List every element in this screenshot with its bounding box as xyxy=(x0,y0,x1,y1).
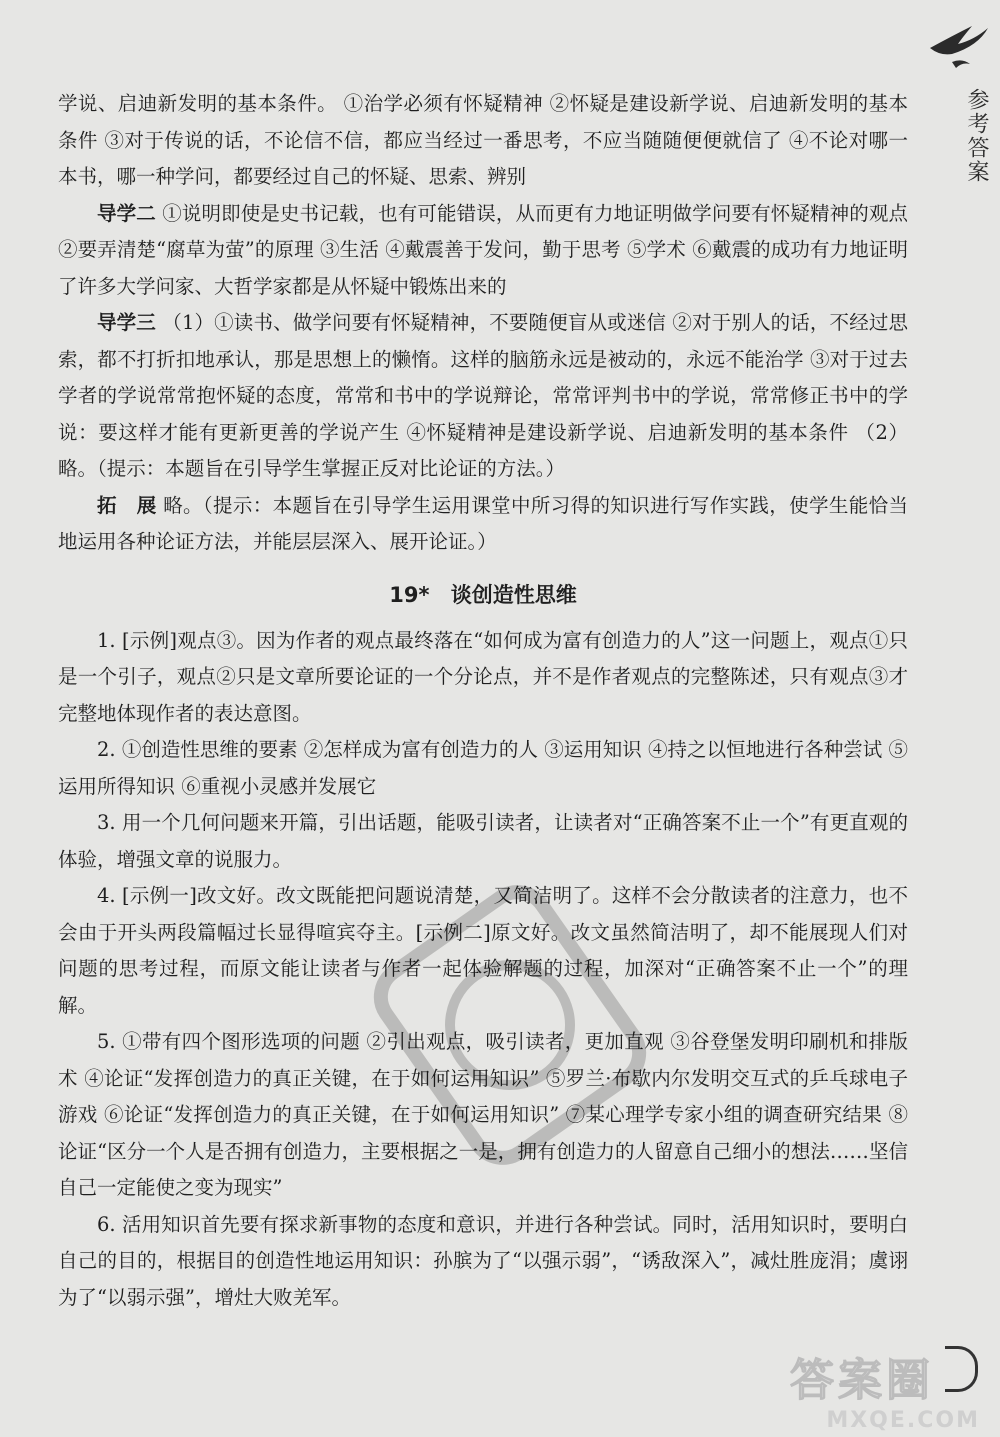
watermark-logo-text: 答案圈 xyxy=(790,1355,934,1406)
answer-item: 4. [示例一]改文好。改文既能把问题说清楚，又简洁明了。这样不会分散读者的注意力，也不会由于开头两段篇幅过长显得喧宾夺主。[示例二]原文好。改文虽然简洁明了，却不能展现人们对问题的思考过程，而原文能让读者与作者一起体验解题的过程，加深对“正确答案不止一个”的理解。 xyxy=(58,884,908,1017)
daoxue-two-paragraph xyxy=(58,196,908,306)
daoxue-three-label: 导学三 xyxy=(97,311,156,334)
flying-birds-icon xyxy=(922,18,992,76)
tuozhan-label: 拓 展 xyxy=(97,493,157,517)
tuozhan-paragraph xyxy=(58,488,908,561)
tuozhan-text: 略。（提示：本题旨在引导学生运用课堂中所习得的知识进行写作实践，使学生能恰当地运用各种论证方法，并能层层深入、展开论证。） xyxy=(58,493,908,553)
daoxue-two-text: ①说明即使是史书记载，也有可能错误，从而更有力地证明做学问要有怀疑精神的观点 ②要弄清楚“腐草为萤”的原理 ③生活 ④戴震善于发问，勤于思考 ⑤学术 ⑥戴震的成功有力地证明了许多大学问家、大哲学家都是从怀疑中锻炼出来的 xyxy=(58,201,908,298)
daoxue-three-paragraph xyxy=(58,305,908,488)
section-number: 19* xyxy=(389,582,430,607)
answer-item: 5. ①带有四个图形选项的问题 ②引出观点，吸引读者，更加直观 ③谷登堡发明印刷机和排版术 ④论证“发挥创造力的真正关键，在于如何运用知识” ⑤罗兰·布歇内尔发明交互式的乒乓球电子游戏 ⑥论证“发挥创造力的真正关键，在于如何运用知识” ⑦某心理学专家小组的调查研究结果 ⑧论证“区分一个人是否拥有创造力，主要根据之一是，拥有创造力的人留意自己细小的想法……坚信自己一定能使之变为现实” xyxy=(58,1030,908,1199)
answer-item: 6. 活用知识首先要有探求新事物的态度和意识，并进行各种尝试。同时，活用知识时，要明白自己的目的，根据目的创造性地运用知识：孙膑为了“以强示弱”，“诱敌深入”，减灶胜庞涓；虞诩为了“以弱示强”，增灶大败羌军。 xyxy=(58,1212,908,1309)
answer-item: 1. [示例]观点③。因为作者的观点最终落在“如何成为富有创造力的人”这一问题上，观点①只是一个引子，观点②只是文章所要论证的一个分论点，并不是作者观点的完整陈述，只有观点③才完整地体现作者的表达意图。 xyxy=(58,628,908,725)
continued-paragraph: 学说、启迪新发明的基本条件。 ①治学必须有怀疑精神 ②怀疑是建设新学说、启迪新发明的基本条件 ③对于传说的话，不论信不信，都应当经过一番思考，不应当随随便便就信了 ④不论对哪一本书，哪一种学问，都要经过自己的怀疑、思索、辨别 xyxy=(58,92,908,188)
daoxue-two-label: 导学二 xyxy=(97,201,156,225)
section-title xyxy=(58,571,908,619)
answer-item: 3. 用一个几何问题来开篇，引出话题，能吸引读者，让读者对“正确答案不止一个”有更直观的体验，增强文章的说服力。 xyxy=(58,811,908,871)
daoxue-three-text: （1）①读书、做学问要有怀疑精神，不要随便盲从或迷信 ②对于别人的话，不经过思索，都不打折扣地承认，那是思想上的懒惰。这样的脑筋永远是被动的，永远不能治学 ③对于过去学者的学说常常抱怀疑的态度，常常和书中的学说辩论，常常评判书中的学说，常常修正书中的学说：要这样才能有更新更善的学说产生 ④怀疑精神是建设新学说、启迪新发明的基本条件 （2）略。（提示：本题旨在引导学生掌握正反对比论证的方法。） xyxy=(58,311,909,480)
answer-item: 2. ①创造性思维的要素 ②怎样成为富有创造力的人 ③运用知识 ④持之以恒地进行各种尝试 ⑤运用所得知识 ⑥重视小灵感并发展它 xyxy=(58,738,908,798)
site-watermark xyxy=(790,1344,990,1433)
watermark-url-text: MXQE.COM xyxy=(826,1408,980,1433)
section-title-text: 谈创造性思维 xyxy=(450,582,577,607)
side-tab-label: 参考答案 xyxy=(964,88,989,184)
